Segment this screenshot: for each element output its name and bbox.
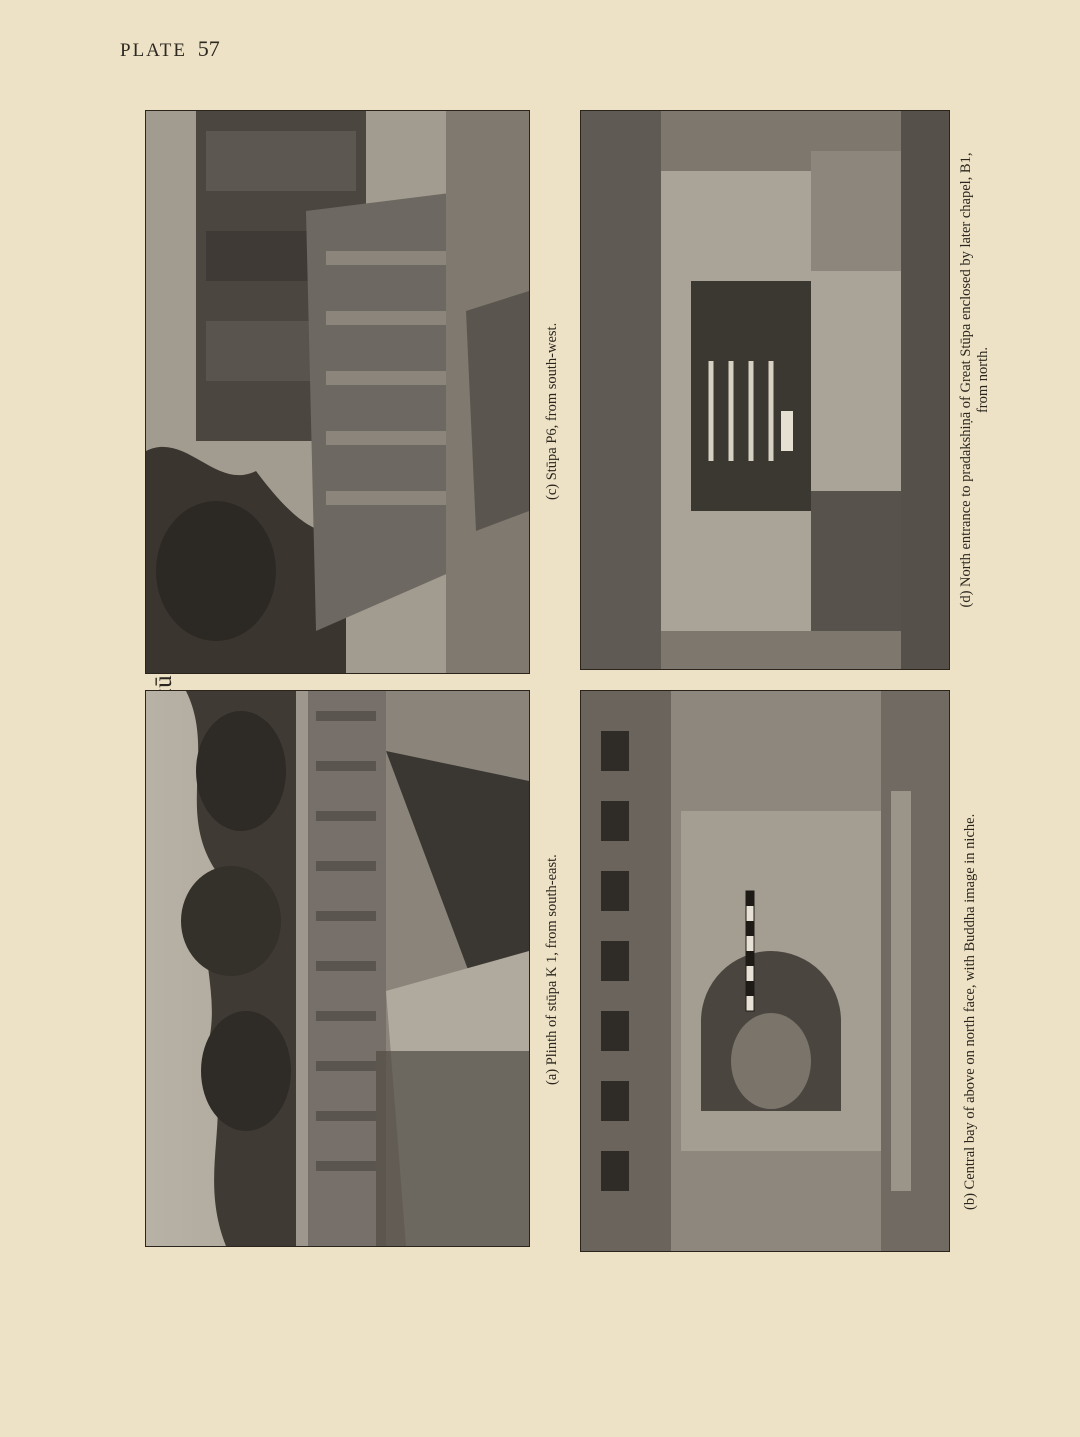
caption-c: (c) Stūpa P6, from south-west. xyxy=(544,322,560,500)
photo-c xyxy=(145,110,530,674)
caption-a: (a) Plinth of stūpa K 1, from south-east. xyxy=(544,854,560,1085)
photo-d xyxy=(580,110,950,670)
plate-label xyxy=(120,36,220,62)
plate-number: 57 xyxy=(197,36,220,61)
plate-label-text: PLATE xyxy=(120,40,187,61)
caption-b: (b) Central bay of above on north face, with Buddha image in niche. xyxy=(962,813,978,1210)
caption-d: (d) North entrance to pradakshiṇā of Great Stūpa enclosed by later chapel, B1, from north. xyxy=(958,152,992,608)
photo-stupa-p6-image xyxy=(146,111,529,673)
photo-stupa-plinth-image xyxy=(146,691,529,1246)
photo-a xyxy=(145,690,530,1247)
photo-b xyxy=(580,690,950,1252)
photo-central-bay-image xyxy=(581,691,949,1251)
photo-north-entrance-image xyxy=(581,111,949,669)
